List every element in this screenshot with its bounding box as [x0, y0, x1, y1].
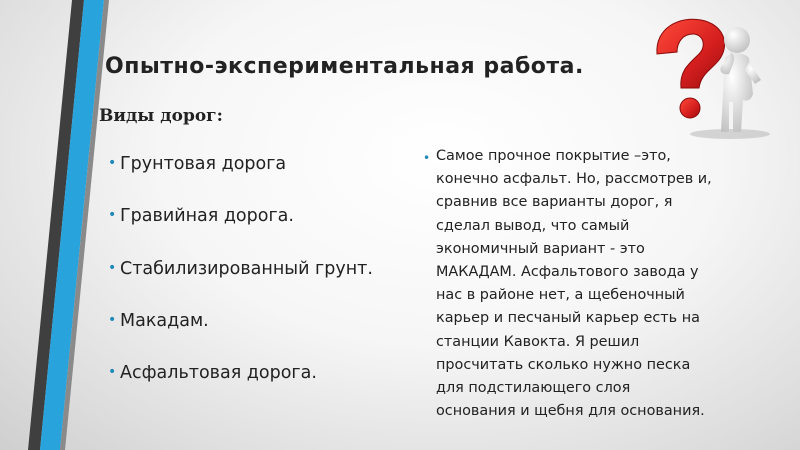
slide-subtitle: Виды дорог: [99, 106, 223, 126]
list-item [108, 205, 428, 257]
bullet-icon: • [108, 155, 117, 171]
list-item [108, 362, 428, 414]
list-item-label: Стабилизированный грунт. [120, 258, 373, 279]
paragraph-line: основания и щебня для основания. [436, 403, 705, 420]
white-figure-question-mark-icon [645, 14, 785, 142]
list-item [108, 153, 428, 205]
paragraph-line: сделал вывод, что самый [436, 217, 630, 234]
bullet-icon: • [108, 364, 117, 381]
bullet-icon: • [108, 311, 117, 328]
bullet-icon: • [108, 259, 117, 276]
list-item-label: Гравийная дорога. [120, 206, 294, 227]
road-types-list [108, 153, 428, 414]
list-item-label: Грунтовая дорога [120, 154, 287, 174]
paragraph-line: конечно асфальт. Но, рассмотрев и, [436, 171, 712, 188]
paragraph-line: нас в районе нет, а щебеночный [436, 287, 685, 304]
decorative-stripes [0, 0, 120, 450]
paragraph-line: экономичный вариант - это [436, 240, 645, 257]
paragraph-line: МАКАДАМ. Асфальтового завода у [436, 264, 699, 281]
slide-title: Опытно-экспериментальная работа. [105, 54, 584, 79]
paragraph-line: просчитать сколько нужно песка [436, 356, 691, 373]
paragraph-line: Самое прочное покрытие –это, [436, 148, 671, 164]
bullet-icon: • [108, 207, 117, 224]
list-item-label: Макадам. [120, 310, 209, 331]
paragraph-line: карьер и песчаный карьер есть на [436, 310, 700, 327]
list-item-label: Асфальтовая дорога. [120, 363, 317, 384]
paragraph-line: для подстилающего слоя [436, 380, 631, 397]
list-item [108, 310, 428, 362]
paragraph-line: сравнив все варианты дорог, я [436, 194, 673, 211]
list-item [108, 258, 428, 310]
paragraph-line: станции Кавокта. Я решил [436, 333, 640, 350]
body-paragraph [423, 145, 783, 423]
bullet-icon: • [423, 151, 431, 165]
